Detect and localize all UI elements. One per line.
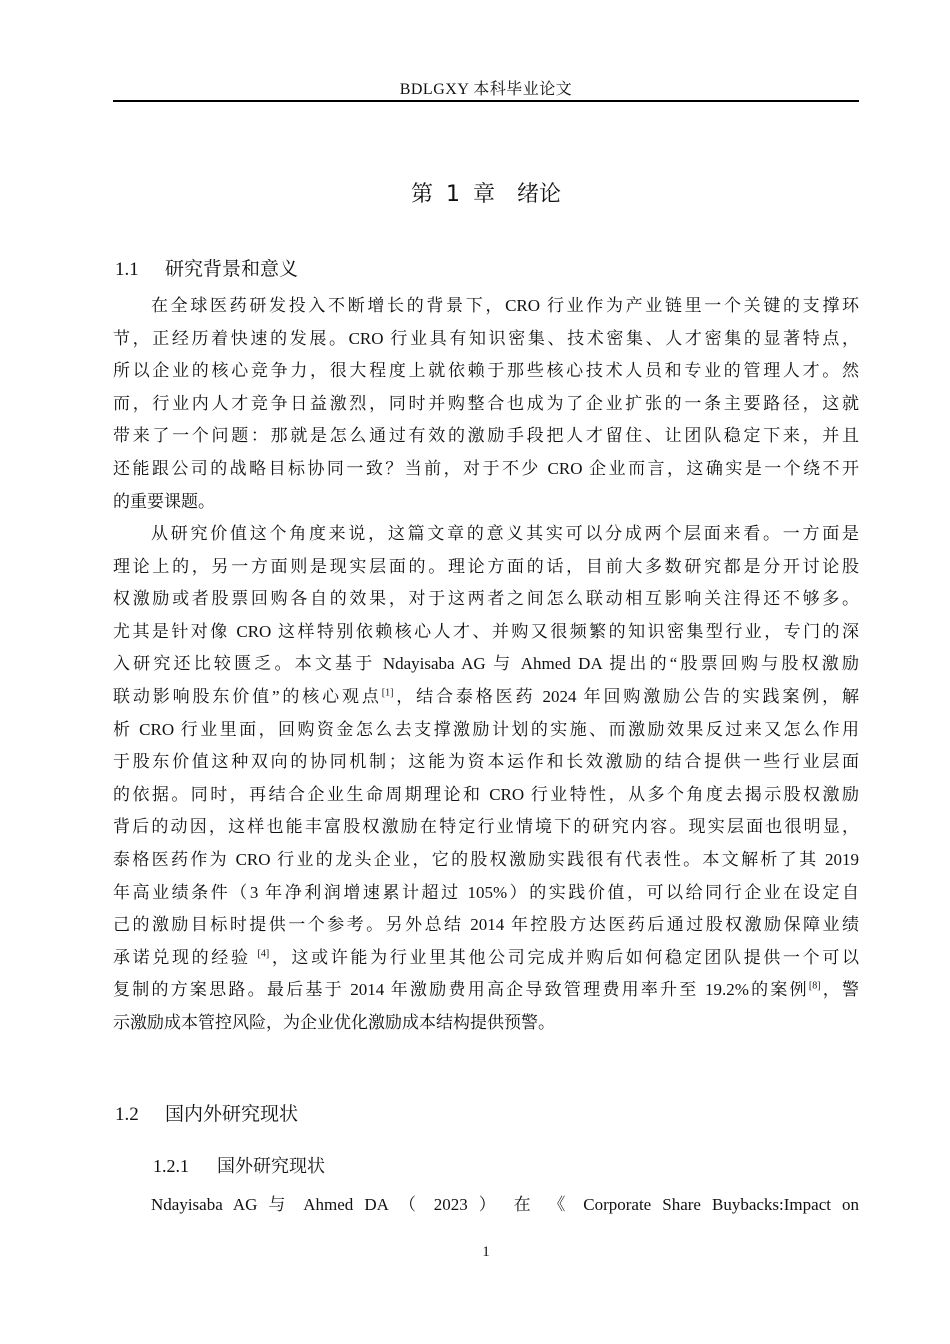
text-run: ，结合泰格医药 2024 年回购激励公告的实践案例，解 [393,686,860,706]
paragraph-foreign-research [113,1189,859,1222]
text-line: 入研究还比较匮乏。本文基于 Ndayisaba AG 与 Ahmed DA 提出的“股票回购与股权激励 [113,654,859,674]
text-line: 从研究价值这个角度来说，这篇文章的意义其实可以分成两个层面来看。一方面是 [151,524,859,543]
text-line: 泰格医药作为 CRO 行业的龙头企业，它的股权激励实践很有代表性。本文解析了其 2019 [113,849,859,869]
text-run: ，警 [820,980,859,1000]
text-line: 析 CRO 行业里面，回购资金怎么去支撑激励计划的实施、而激励效果反过来又怎么作用 [113,719,859,739]
text-line: 在全球医药研发投入不断增长的背景下，CRO 行业作为产业链里一个关键的支撑环 [151,296,859,315]
section-heading-1-1 [115,254,298,281]
citation-ref: [4] [257,948,270,960]
subsection-title: 国外研究现状 [217,1156,325,1177]
text-line: 节，正经历着快速的发展。CRO 行业具有知识密集、技术密集、人才密集的显著特点， [113,328,859,348]
text-line: 示激励成本管控风险，为企业优化激励成本结构提供预警。 [113,1012,555,1032]
subsection-heading-1-2-1 [153,1152,325,1178]
page-number: 1 [482,1244,490,1260]
section-number: 1.2 [115,1104,139,1125]
subsection-number: 1.2.1 [153,1156,189,1176]
text-line: 而，行业内人才竞争日益激烈，同时并购整合也成为了企业扩张的一条主要路径，这就 [113,393,859,413]
text-line: 权激励或者股票回购各自的效果，对于这两者之间怎么联动相互影响关注得还不够多。 [113,589,859,609]
paragraph-significance [113,518,859,1040]
header-rule [113,100,859,102]
text-line: 己的激励目标时提供一个参考。另外总结 2014 年控股方达医药后通过股权激励保障业绩 [113,915,859,935]
text-line: 理论上的，另一方面则是现实层面的。理论方面的话，目前大多数研究都是分开讨论股 [113,556,859,576]
text-line: 带来了一个问题：那就是怎么通过有效的激励手段把人才留住、让团队稳定下来，并且 [113,426,859,446]
text-line: 的重要课题。 [113,491,215,511]
text-line: 年高业绩条件（3 年净利润增速累计超过 105%）的实践价值，可以给同行企业在设定自 [113,882,859,902]
text-run: 承诺兑现的经验 [113,947,258,967]
text-run: ，这或许能为行业里其他公司完成并购后如何稳定团队提供一个可以 [269,947,860,967]
text-line: 尤其是针对像 CRO 这样特别依赖核心人才、并购又很频繁的知识密集型行业，专门的深 [113,621,859,641]
text-line: 的依据。同时，再结合企业生命周期理论和 CRO 行业特性，从多个角度去揭示股权激励 [113,784,859,804]
text-line: 背后的动因，这样也能丰富股权激励在特定行业情境下的研究内容。现实层面也很明显， [113,817,859,837]
text-run: 联动影响股东价值”的核心观点 [113,686,382,706]
text-line: 所以企业的核心竞争力，很大程度上就依赖于那些核心技术人员和专业的管理人才。然 [113,361,859,381]
text-line [113,681,859,714]
text-line [113,974,859,1007]
text-line [113,942,859,975]
citation-ref: [1] [381,687,394,699]
chapter-title: 第 1 章 绪论 [411,182,561,207]
text-line: Ndayisaba AG 与 Ahmed DA （ 2023 ） 在 《 Corporate Share Buybacks:Impact on [151,1195,859,1214]
text-run: 复制的方案思路。最后基于 2014 年激励费用高企导致管理费用率升至 19.2%的案例 [113,980,809,1000]
section-number: 1.1 [115,259,139,280]
paragraph-background [113,290,859,518]
section-heading-1-2 [115,1099,298,1126]
citation-ref: [8] [808,980,821,992]
section-title: 研究背景和意义 [165,258,299,280]
section-title: 国内外研究现状 [165,1103,299,1125]
text-line: 于股东价值这种双向的协同机制；这能为资本运作和长效激励的结合提供一些行业层面 [113,752,859,772]
running-header: BDLGXY 本科毕业论文 [399,81,573,98]
text-line: 还能跟公司的战略目标协同一致？当前，对于不少 CRO 企业而言，这确实是一个绕不开 [113,458,859,478]
